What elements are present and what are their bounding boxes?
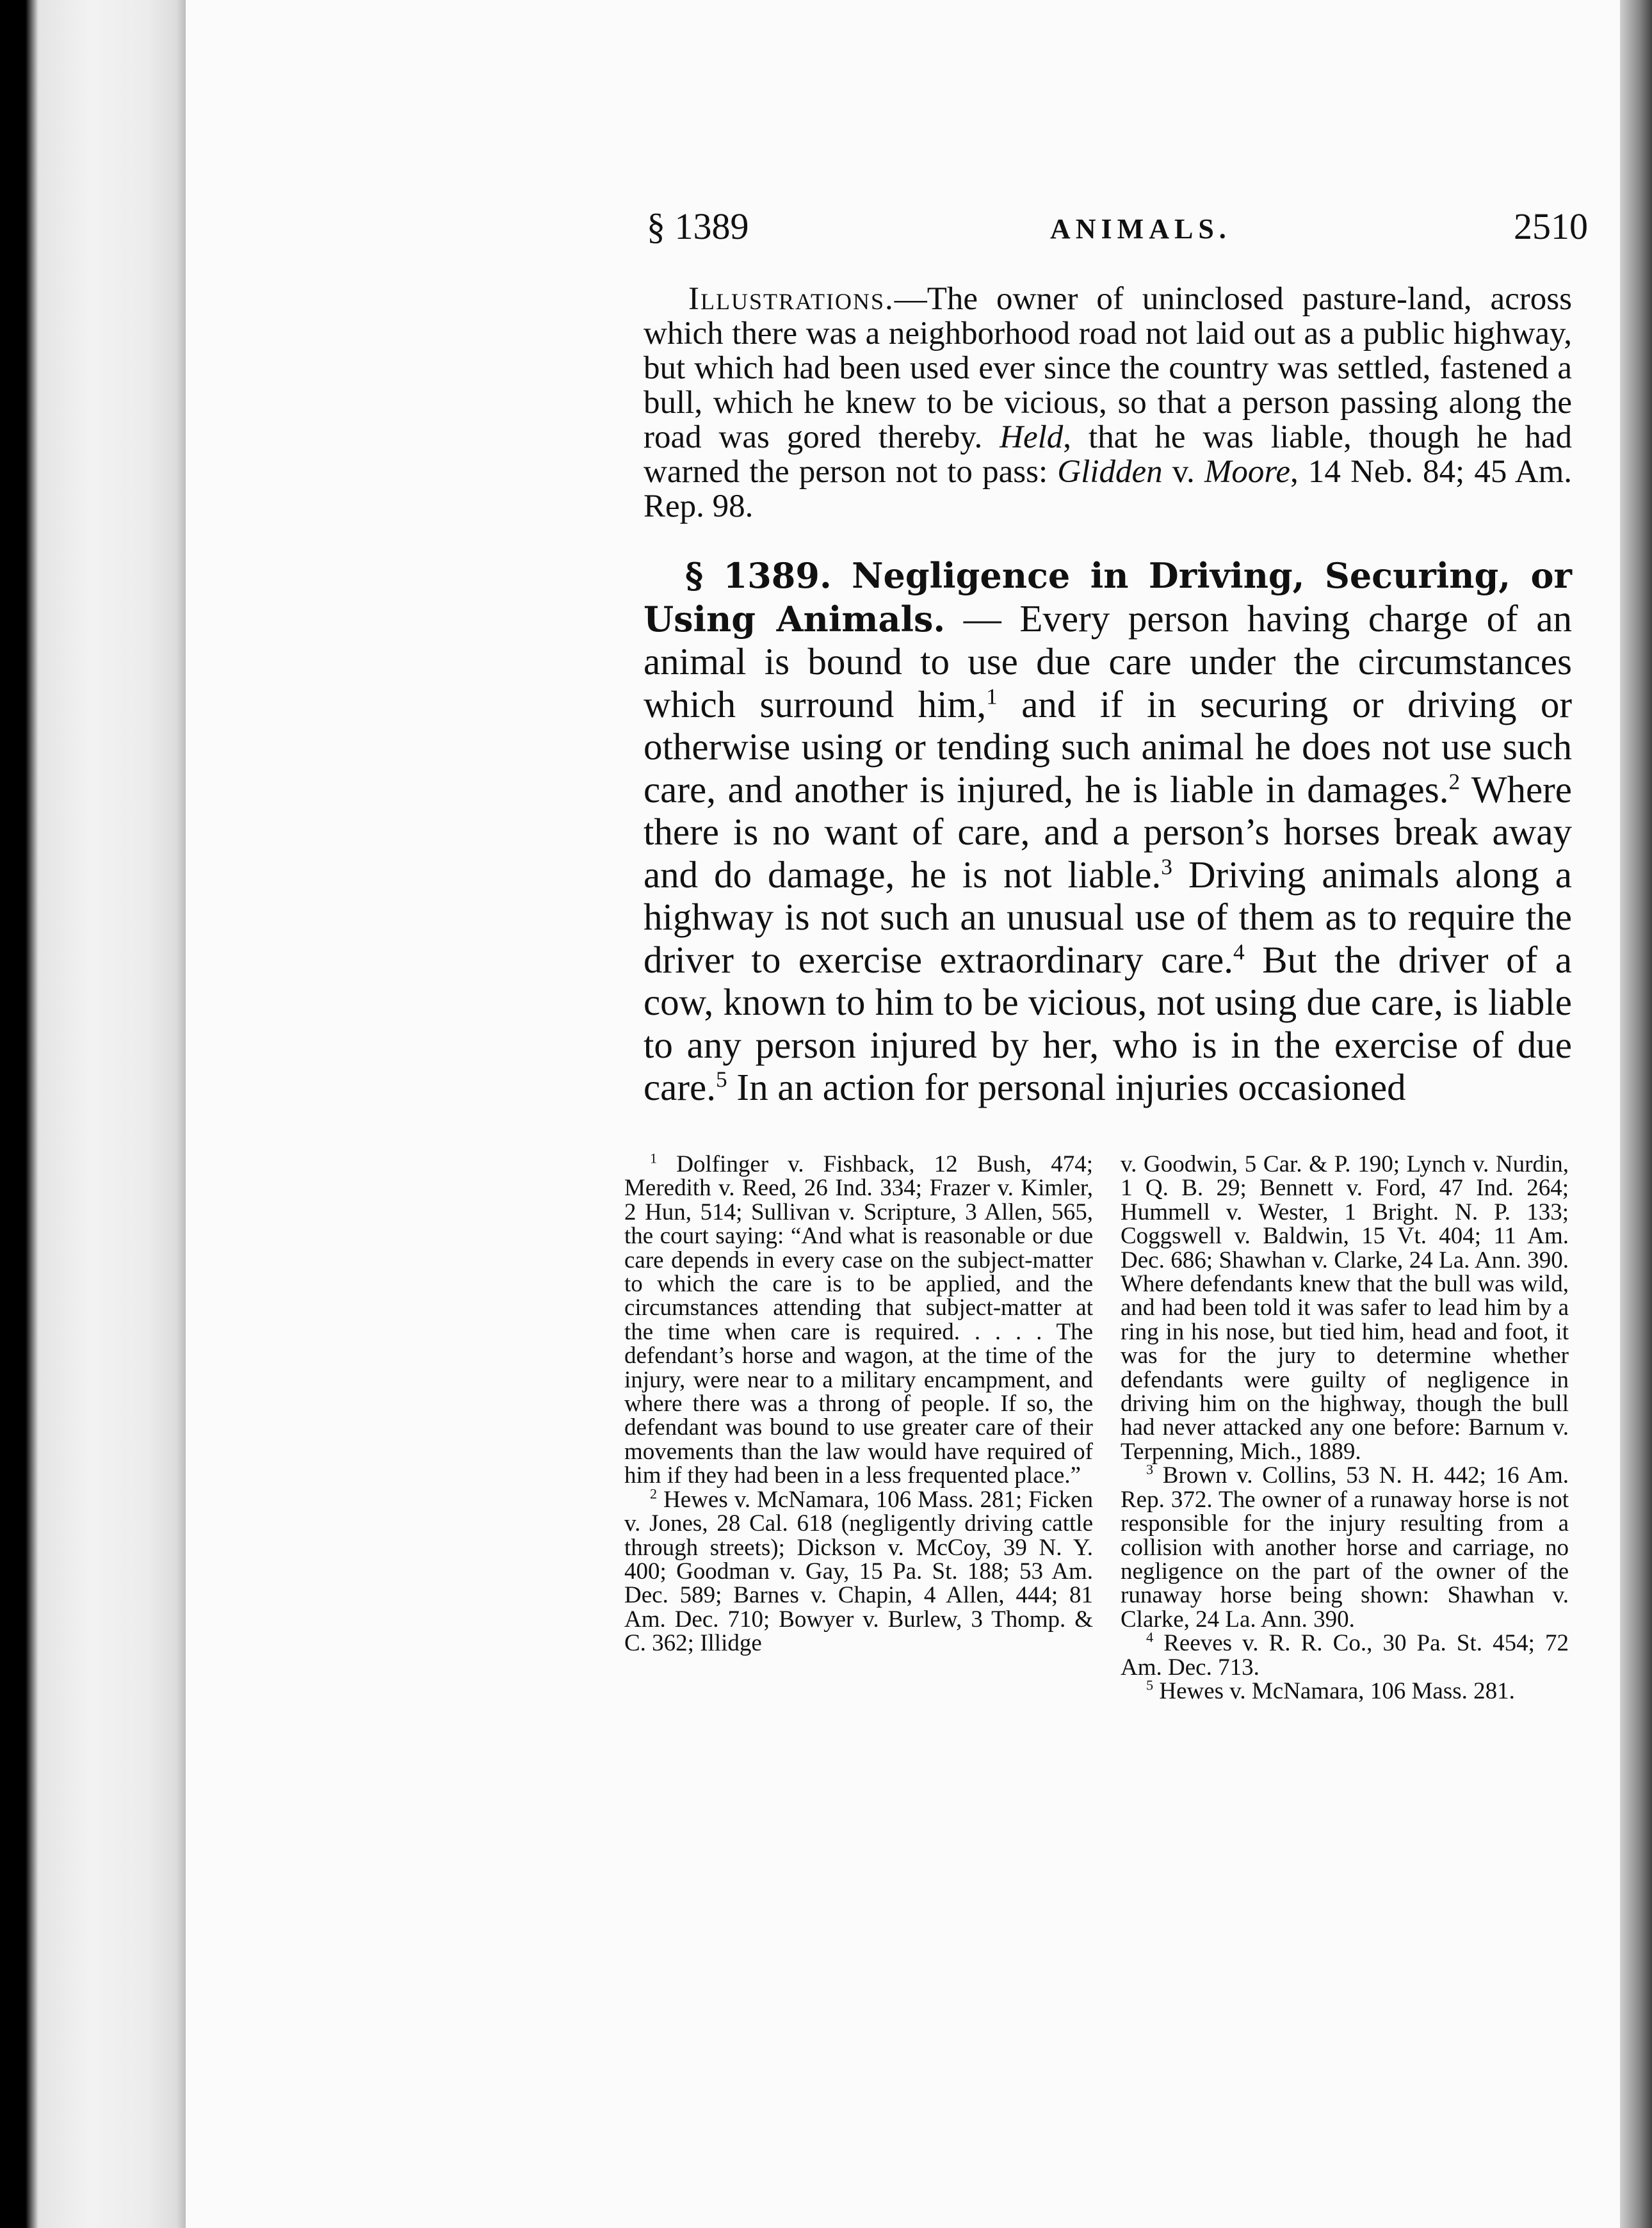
illustrations-text: —The owner of uninclosed pasture-land, across which there was a neighborhood road not laid out as a public highway, but which had been used ever since the country was settled, fastened a bull, which he knew to be vicious, so that a person passing along the road was gored thereby. — [644, 281, 1572, 455]
case-party-a: Glidden — [1057, 454, 1163, 490]
footnote-1-text: Dolfinger v. Fishback, 12 Bush, 474; Meredith v. Reed, 26 Ind. 334; Frazer v. Kimler, 2 Hun, 514; Sullivan v. Scripture, 3 Allen, 565, the court saying: “And what is reasonable or due care depends in every case on the subject-matter to which the care is to be applied, and the circumstances attending that subject-matter at the time when care is required. . . . . The defendant’s horse and wagon, at the time of the injury, were near to a military encampment, and where there was a throng of people. If so, the defendant was bound to use greater care of their movements than the law would have required of him if they had been in a less frequented place.” — [624, 1151, 1093, 1489]
footnote-1-number: 1 — [650, 1150, 658, 1166]
illustrations-label: Illustrations. — [688, 281, 895, 317]
running-head-section: § 1389 — [647, 206, 749, 247]
footnote-ref-1: 1 — [986, 682, 998, 709]
book-fore-edge — [0, 0, 186, 2228]
footnote-4 — [1121, 1631, 1569, 1679]
section-text-6: In an action for personal injuries occasioned — [727, 1066, 1406, 1108]
footnote-ref-2: 2 — [1448, 768, 1461, 794]
section-text-3: Where there is no want of care, and a person’s horses break away and do damage, he is not liable. — [644, 768, 1572, 896]
page-gutter-shadow — [1620, 0, 1652, 2228]
page-number: 2510 — [1514, 206, 1588, 247]
running-head — [647, 205, 1588, 262]
footnote-1 — [624, 1152, 1093, 1488]
section-heading: § 1389. Negligence in Driving, Securing, or Using Animals. — [644, 555, 1572, 640]
footnotes-left-column — [624, 1152, 1093, 1656]
running-head-title: ANIMALS. — [1050, 213, 1231, 245]
illustrations-paragraph — [644, 282, 1572, 524]
footnote-ref-5: 5 — [715, 1066, 727, 1092]
case-citation: , 14 Neb. 84; 45 Am. Rep. 98. — [644, 454, 1572, 524]
footnote-3-number: 3 — [1146, 1461, 1154, 1478]
illustrations-text-2: , that he was liable, though he had warned the person not to pass: — [644, 419, 1572, 490]
footnote-ref-3: 3 — [1161, 853, 1172, 879]
case-versus: v. — [1162, 454, 1204, 490]
footnote-4-text: Reeves v. R. R. Co., 30 Pa. St. 454; 72 Am. Dec. 713. — [1121, 1630, 1569, 1681]
section-text-5: But the driver of a cow, known to him to be vicious, not using due care, is liable to any person injured by her, who is in the exercise of due care. — [644, 938, 1572, 1108]
footnote-2-text: Hewes v. McNamara, 106 Mass. 281; Ficken v. Jones, 28 Cal. 618 (negligently driving cattle through streets); Dickson v. McCoy, 39 N. Y. 400; Goodman v. Gay, 15 Pa. St. 188; 53 Am. Dec. 589; Barnes v. Chapin, 4 Allen, 444; 81 Am. Dec. 710; Bowyer v. Burlew, 3 Thomp. & C. 362; Illidge — [624, 1486, 1093, 1657]
footnote-5-text: Hewes v. McNamara, 106 Mass. 281. — [1153, 1677, 1515, 1704]
held-word: Held — [1000, 419, 1064, 455]
footnote-3-text: Brown v. Collins, 53 N. H. 442; 16 Am. Rep. 372. The owner of a runaway horse is not responsible for the injury resulting from a collision with another horse and carriage, no negligence on the part of the owner of the runaway horse being shown: Shawhan v. Clarke, 24 La. Ann. 390. — [1121, 1462, 1569, 1633]
footnote-5-number: 5 — [1146, 1677, 1154, 1693]
section-1389-paragraph — [644, 554, 1572, 1109]
section-text-2: and if in securing or driving or otherwise using or tending such animal he does not use such care, and another is injured, he is liable in damages. — [644, 682, 1572, 811]
footnotes-right-column — [1121, 1152, 1569, 1703]
case-party-b: Moore — [1204, 454, 1290, 490]
section-text-1: — Every person having charge of an animal is bound to use due care under the circumstances which surround him, — [644, 597, 1573, 725]
footnote-2-number: 2 — [650, 1485, 658, 1502]
footnote-3 — [1121, 1461, 1569, 1633]
footnote-4-number: 4 — [1146, 1629, 1154, 1645]
section-text-4: Driving animals along a highway is not such an unusual use of them as to require the driver to exercise extraordinary care. — [644, 853, 1572, 981]
footnote-ref-4: 4 — [1233, 938, 1245, 964]
footnote-5 — [1121, 1679, 1569, 1703]
footnote-2 — [624, 1485, 1093, 1657]
footnote-2-continued: v. Goodwin, 5 Car. & P. 190; Lynch v. Nurdin, 1 Q. B. 29; Bennett v. Ford, 47 Ind. 264; Hummell v. Wester, 1 Bright. N. P. 133; Coggswell v. Baldwin, 15 Vt. 404; 11 Am. Dec. 686; Shawhan v. Clarke, 24 La. Ann. 390. Where defendants knew that the bull was wild, and had been told it was safer to lead him by a ring in his nose, but tied him, head and foot, it was for the jury to determine whether defendants were guilty of negligence in driving him on the highway, though the bull had never attacked any one before: Barnum v. Terpenning, Mich., 1889. — [1121, 1151, 1569, 1465]
